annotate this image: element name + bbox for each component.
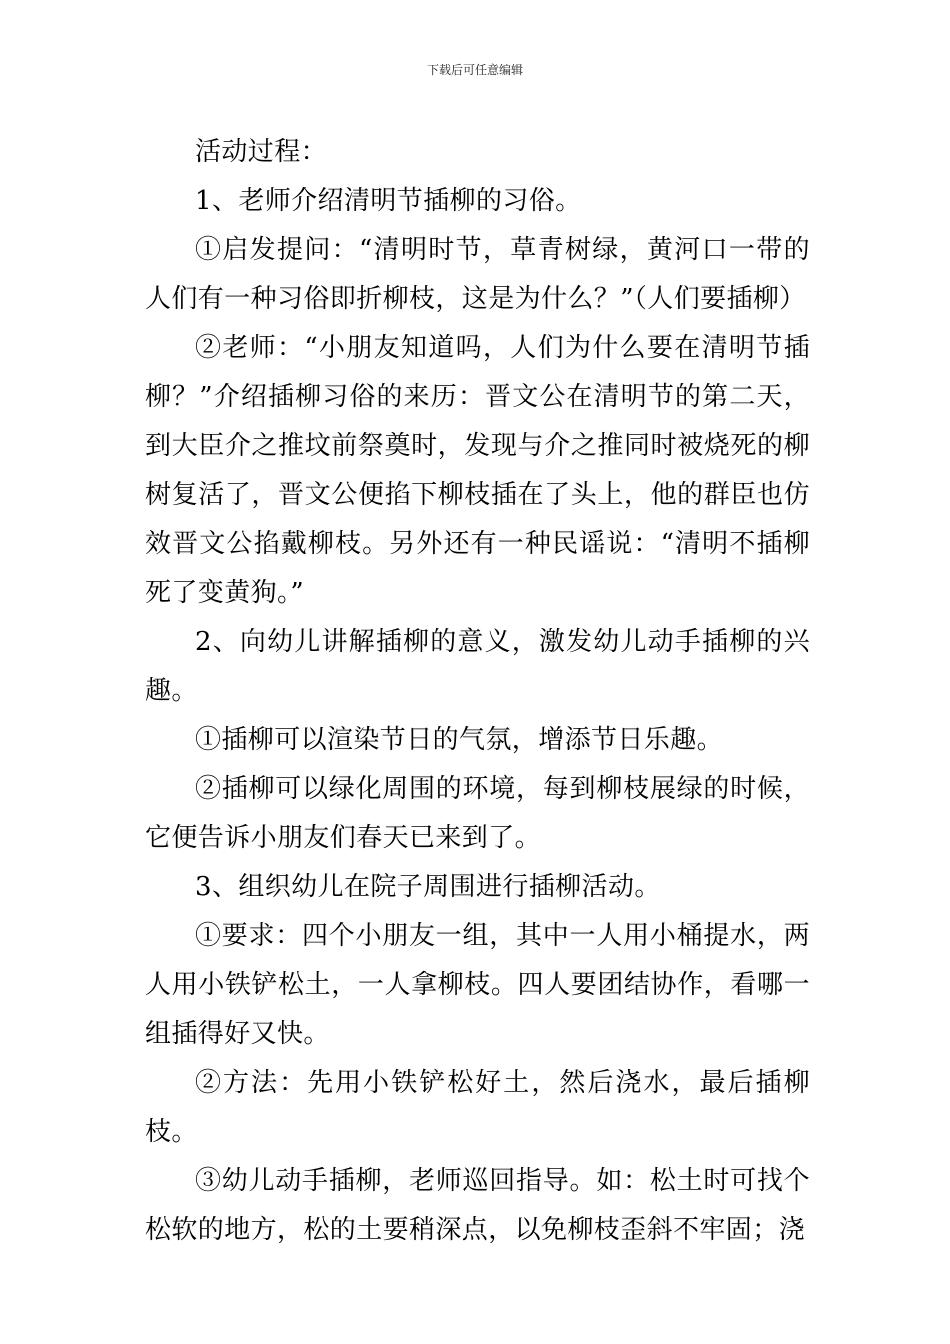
step-3-item-2: ②方法：先用小铁铲松好土，然后浇水，最后插柳枝。 [145,1068,810,1147]
step-3-item-3: ③幼儿动手插柳，老师巡回指导。如：松土时可找个松软的地方，松的土要稍深点，以免柳枝歪斜不牢固；浇 [145,1166,810,1245]
document-body [145,128,810,1255]
step-2-heading: 2、向幼儿讲解插柳的意义，激发幼儿动手插柳的兴趣。 [145,627,810,706]
step-1-item-2: ②老师：“小朋友知道吗，人们为什么要在清明节插柳？”介绍插柳习俗的来历：晋文公在清明节的第二天，到大臣介之推坟前祭奠时，发现与介之推同时被烧死的柳树复活了，晋文公便掐下柳枝插在了头上，他的群臣也仿效晋文公掐戴柳枝。另外还有一种民谣说：“清明不插柳死了变黄狗。” [145,333,810,608]
step-2-item-2: ②插柳可以绿化周围的环境，每到柳枝展绿的时候，它便告诉小朋友们春天已来到了。 [145,774,810,853]
step-1-item-1: ①启发提问：“清明时节，草青树绿，黄河口一带的人们有一种习俗即折柳枝，这是为什么？”（人们要插柳） [145,235,810,314]
step-1-heading: 1、老师介绍清明节插柳的习俗。 [195,186,582,216]
step-3-heading: 3、组织幼儿在院子周围进行插柳活动。 [195,872,661,902]
section-heading-activity-process: 活动过程： [195,137,328,167]
step-2-item-1: ①插柳可以渲染节日的气氛，增添节日乐趣。 [195,725,724,755]
step-3-item-1: ①要求：四个小朋友一组，其中一人用小桶提水，两人用小铁铲松土，一人拿柳枝。四人要团结协作，看哪一组插得好又快。 [145,921,810,1049]
page-header: 下载后可任意编辑 [426,63,523,77]
